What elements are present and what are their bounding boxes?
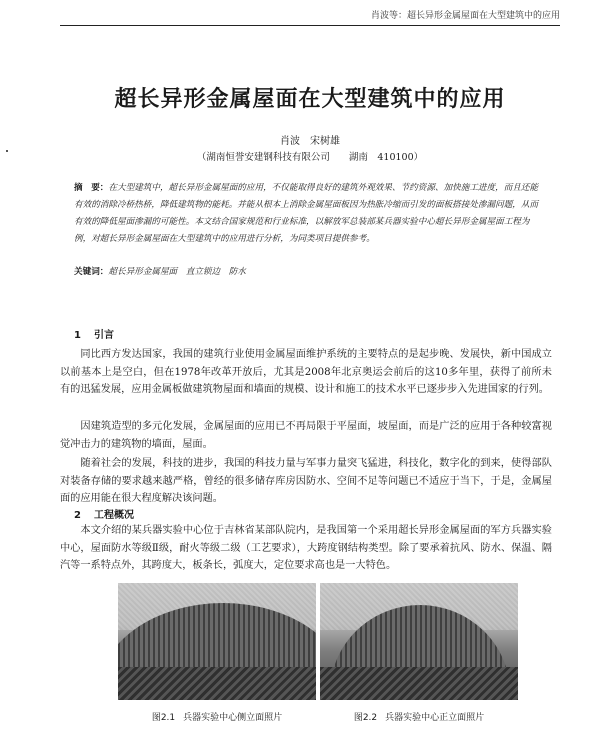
- paper-affiliation: （湖南恒誉安建钢科技有限公司 湖南 410100）: [196, 152, 424, 163]
- figure-caption-text: 兵器实验中心侧立面照片: [183, 713, 283, 723]
- figure-photo-front-elevation: [320, 583, 518, 700]
- running-header: 肖波等：超长异形金属屋面在大型建筑中的应用: [60, 8, 560, 26]
- figure-caption: [118, 710, 316, 723]
- figure-caption-text: 兵器实验中心正立面照片: [385, 713, 485, 723]
- paragraph: 因建筑造型的多元化发展，金属屋面的应用已不再局限于平屋面，坡屋面，而是广泛的应用于各种较富视觉冲击力的建筑物的墙面，屋面。: [60, 421, 552, 450]
- keywords-label: 关键词：: [74, 267, 109, 277]
- section-heading-introduction: [74, 326, 114, 341]
- paragraph: 本文介绍的某兵器实验中心位于吉林省某部队院内，是我国第一个采用超长异形金属屋面的军方兵器实验中心，屋面防水等级Ⅱ级，耐火等级二级（工艺要求），大跨度钢结构类型。除了要承着抗风、防水、保温、隔汽等一系特点外，其跨度大，板条长，弧度大，定位要求高也是一大特色。: [60, 525, 552, 572]
- keywords-text: 超长异形金属屋面 直立锁边 防水: [108, 267, 246, 277]
- section-title: 工程概况: [94, 510, 134, 521]
- figure-label: 图2.1: [151, 713, 176, 723]
- section-title: 引言: [94, 330, 114, 341]
- figure-caption: [320, 710, 518, 723]
- section-number: 1: [74, 330, 81, 341]
- photo-ground: [118, 667, 316, 700]
- keywords: [74, 265, 540, 277]
- abstract: [74, 180, 540, 248]
- photo-ground: [320, 667, 518, 700]
- paper-title: 超长异形金属屋面在大型建筑中的应用: [114, 87, 506, 112]
- figure-label: 图2.2: [353, 713, 378, 723]
- paragraph: 随着社会的发展，科技的进步，我国的科技力量与军事力量突飞猛进，科技化，数字化的到来，使得部队对装备存储的要求越来越严格，曾经的很多储存库房因防水、空间不足等问题已不适应于当下，于是，金属屋面的应用能在很大程度解决该问题。: [60, 458, 552, 505]
- section-heading-project-overview: [74, 506, 134, 521]
- paper-authors: 肖波 宋树雄: [280, 136, 340, 147]
- paragraph: 同比西方发达国家，我国的建筑行业使用金属屋面维护系统的主要特点的是起步晚、发展快，新中国成立以前基本上是空白，但在1978年改革开放后，尤其是2008年北京奥运会前后的这10多年里，获得了前所未有的迅猛发展，应用金属板做建筑物屋面和墙面的规模、设计和施工的技术水平已逐步步入先进国家的行列。: [60, 349, 552, 396]
- abstract-text: 在大型建筑中，超长异形金属屋面的应用，不仅能取得良好的建筑外观效果、节约资源、加快施工进度，而且还能有效的消除冷桥热桥，降低建筑物的能耗。并能从根本上消除金属屋面板因为热胀冷缩而引发的面板搭接处渗漏问题，从而有效的降低屋面渗漏的可能性。本文结合国家规范和行业标准，以解放军总装部某兵器实验中心超长异形金属屋面工程为例，对超长异形金属屋面在大型建筑中的应用进行分析，为同类项目提供参考。: [74, 183, 539, 244]
- section-number: 2: [74, 510, 81, 521]
- abstract-label: 摘 要：: [74, 183, 109, 193]
- margin-mark: [6, 150, 8, 152]
- figure-photo-side-elevation: [118, 583, 316, 700]
